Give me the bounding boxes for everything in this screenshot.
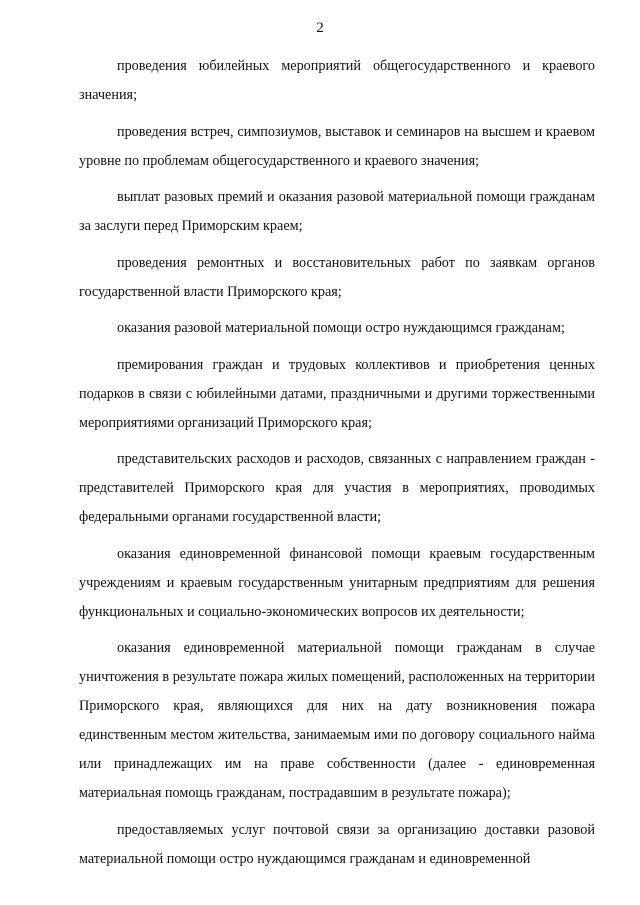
paragraph-7: представительских расходов и расходов, связанных с направлением граждан - представителей Приморского края для участия в мероприятиях, проводимых федеральными органами государственной власти; bbox=[79, 451, 595, 525]
page-number: 2 bbox=[316, 20, 324, 36]
document-body bbox=[79, 52, 595, 881]
paragraph-8: оказания единовременной финансовой помощи краевым государственным учреждениям и краевым государственным унитарным предприятиям для решения функциональных и социально-экономических вопросов их деятельности; bbox=[79, 545, 595, 620]
paragraph-6: премирования граждан и трудовых коллективов и приобретения ценных подарков в связи с юбилейными датами, праздничными и другими торжественными мероприятиями организаций Приморского края; bbox=[79, 356, 595, 431]
paragraph-1: проведения юбилейных мероприятий общегосударственного и краевого значения; bbox=[79, 58, 595, 103]
paragraph-2: проведения встреч, симпозиумов, выставок и семинаров на высшем и краевом уровне по проблемам общегосударственного и краевого значения; bbox=[79, 123, 595, 169]
paragraph-5: оказания разовой материальной помощи остро нуждающимся гражданам; bbox=[117, 320, 565, 336]
paragraph-9: оказания единовременной материальной помощи гражданам в случае уничтожения в результате пожара жилых помещений, расположенных на территории Приморского края, являющихся для них на дату возникновения пожара единственным местом жительства, занимаемым ими по договору социального найма или принадлежащих им на праве собственности (далее - единовременная материальная помощь гражданам, пострадавшим в результате пожара); bbox=[79, 640, 595, 801]
paragraph-4: проведения ремонтных и восстановительных работ по заявкам органов государственной власти Приморского края; bbox=[79, 254, 595, 300]
paragraph-10: предоставляемых услуг почтовой связи за организацию доставки разовой материальной помощи остро нуждающимся гражданам и единовременной bbox=[79, 821, 595, 867]
paragraph-3: выплат разовых премий и оказания разовой материальной помощи гражданам за заслуги перед Приморским краем; bbox=[79, 189, 595, 234]
